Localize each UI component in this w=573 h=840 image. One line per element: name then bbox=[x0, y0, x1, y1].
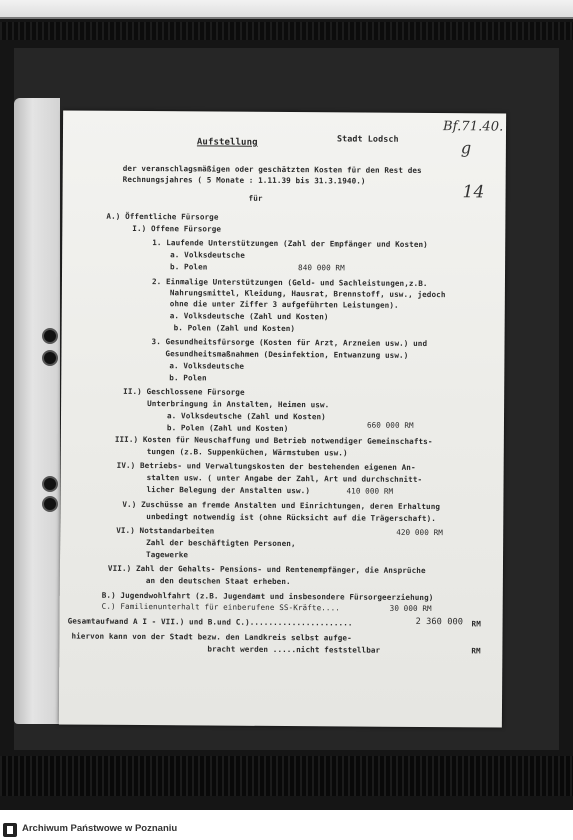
amount-value: 840 000 RM bbox=[298, 263, 345, 273]
section-line: a. Volksdeutsche (Zahl und Kosten) bbox=[166, 411, 326, 422]
remark-line: hiervon kann von der Stadt bezw. den Landkreis selbst aufge- bbox=[71, 631, 352, 643]
section-line: Zahl der beschäftigten Personen, bbox=[146, 538, 296, 549]
handwritten-mark: g bbox=[460, 138, 472, 158]
remark-unit: RM bbox=[471, 646, 481, 656]
section-line: b. Polen bbox=[170, 262, 208, 272]
section-line: b. Polen (Zahl und Kosten) bbox=[173, 323, 296, 334]
amount-value: 410 000 RM bbox=[346, 486, 394, 496]
archive-logo-icon bbox=[3, 823, 17, 837]
page-number: 14 bbox=[462, 182, 485, 203]
film-edge-top bbox=[0, 22, 573, 40]
section-line: b. Polen bbox=[169, 373, 207, 383]
section-line: A.) Öffentliche Fürsorge bbox=[106, 211, 219, 222]
intro-line: der veranschlagsmäßigen oder geschätzten Kosten für den Rest des bbox=[122, 163, 422, 175]
section-line: stalten usw. ( unter Angabe der Zahl, Art und durchschnitt- bbox=[146, 473, 423, 484]
section-line: Gesundheitsmaßnahmen (Desinfektion, Entwanzung usw.) bbox=[165, 349, 409, 360]
film-edge-bottom bbox=[0, 756, 573, 796]
section-line: a. Volksdeutsche bbox=[169, 361, 245, 371]
archive-footer bbox=[0, 810, 573, 840]
section-line: IV.) Betriebs- und Verwaltungskosten der bestehenden eigenen An- bbox=[116, 460, 416, 472]
section-line: 2. Einmalige Unterstützungen (Geld- und Sachleistungen,z.B. bbox=[151, 277, 428, 289]
binder-ring-icon bbox=[42, 328, 58, 344]
binder-ring-icon bbox=[42, 476, 58, 492]
section-line: Tagewerke bbox=[146, 550, 189, 560]
amount-value: 660 000 RM bbox=[366, 420, 414, 430]
binder-ring-icon bbox=[42, 350, 58, 366]
section-line: Nahrungsmittel, Kleidung, Hausrat, Brennstoff, usw., jedoch bbox=[169, 288, 446, 300]
intro-line: Rechnungsjahres ( 5 Monate : 1.11.39 bis 31.3.1940.) bbox=[122, 174, 366, 186]
total-line: Gesamtaufwand A I - VII.) und B.und C.)...................... bbox=[67, 616, 353, 628]
section-line: V.) Zuschüsse an fremde Anstalten und Einrichtungen, deren Erhaltung bbox=[122, 499, 441, 512]
section-line: a. Volksdeutsche (Zahl und Kosten) bbox=[169, 311, 329, 322]
remark-line: bracht werden .....nicht feststellbar bbox=[207, 644, 381, 655]
binder-ring-icon bbox=[42, 496, 58, 512]
total-unit: RM bbox=[471, 619, 481, 629]
section-line: B.) Jugendwohlfahrt (z.B. Jugendamt und insbesondere Fürsorgeerziehung) bbox=[101, 590, 434, 603]
section-line: II.) Geschlossene Fürsorge bbox=[123, 386, 245, 397]
amount-value: 420 000 RM bbox=[396, 527, 443, 538]
intro-line: für bbox=[248, 193, 263, 203]
section-line: b. Polen (Zahl und Kosten) bbox=[166, 423, 289, 434]
amount-value: 30 000 RM bbox=[389, 603, 432, 614]
archive-name: Archiwum Państwowe w Poznaniu bbox=[22, 823, 178, 834]
section-line: a. Volksdeutsche bbox=[170, 250, 245, 260]
section-line: C.) Familienunterhalt für einberufene SS-Kräfte.... bbox=[101, 601, 340, 613]
section-line: VI.) Notstandarbeiten bbox=[116, 525, 215, 536]
section-line: unbedingt notwendig ist (ohne Rücksicht auf die Trägerschaft). bbox=[146, 512, 436, 524]
document-heading: Aufstellung bbox=[196, 137, 258, 148]
section-line: III.) Kosten für Neuschaffung und Betrieb notwendiger Gemeinschafts- bbox=[114, 434, 433, 447]
folder-binding bbox=[14, 98, 60, 724]
section-line: I.) Offene Fürsorge bbox=[132, 223, 222, 234]
city-name: Stadt Lodsch bbox=[336, 133, 399, 144]
section-line: licher Belegung der Anstalten usw.) bbox=[146, 485, 311, 496]
viewer-top-bar bbox=[0, 0, 573, 19]
section-line: 1. Laufende Unterstützungen (Zahl der Empfänger und Kosten) bbox=[152, 238, 428, 250]
section-line: VII.) Zahl der Gehalts- Pensions- und Rentenempfänger, die Ansprüche bbox=[107, 563, 426, 576]
section-line: 3. Gesundheitsfürsorge (Kosten für Arzt, Arzneien usw.) und bbox=[151, 337, 428, 349]
section-line: ohne die unter Ziffer 3 aufgeführten Leistungen). bbox=[169, 299, 399, 310]
handwritten-reference: Bf.71.40. bbox=[442, 119, 504, 135]
document-page bbox=[59, 110, 506, 727]
section-line: Unterbringung in Anstalten, Heimen usw. bbox=[147, 399, 330, 410]
section-line: tungen (z.B. Suppenküchen, Wärmstuben usw.) bbox=[146, 447, 348, 458]
total-amount: 2 360 000 bbox=[415, 616, 464, 628]
section-line: an den deutschen Staat erheben. bbox=[145, 576, 291, 587]
